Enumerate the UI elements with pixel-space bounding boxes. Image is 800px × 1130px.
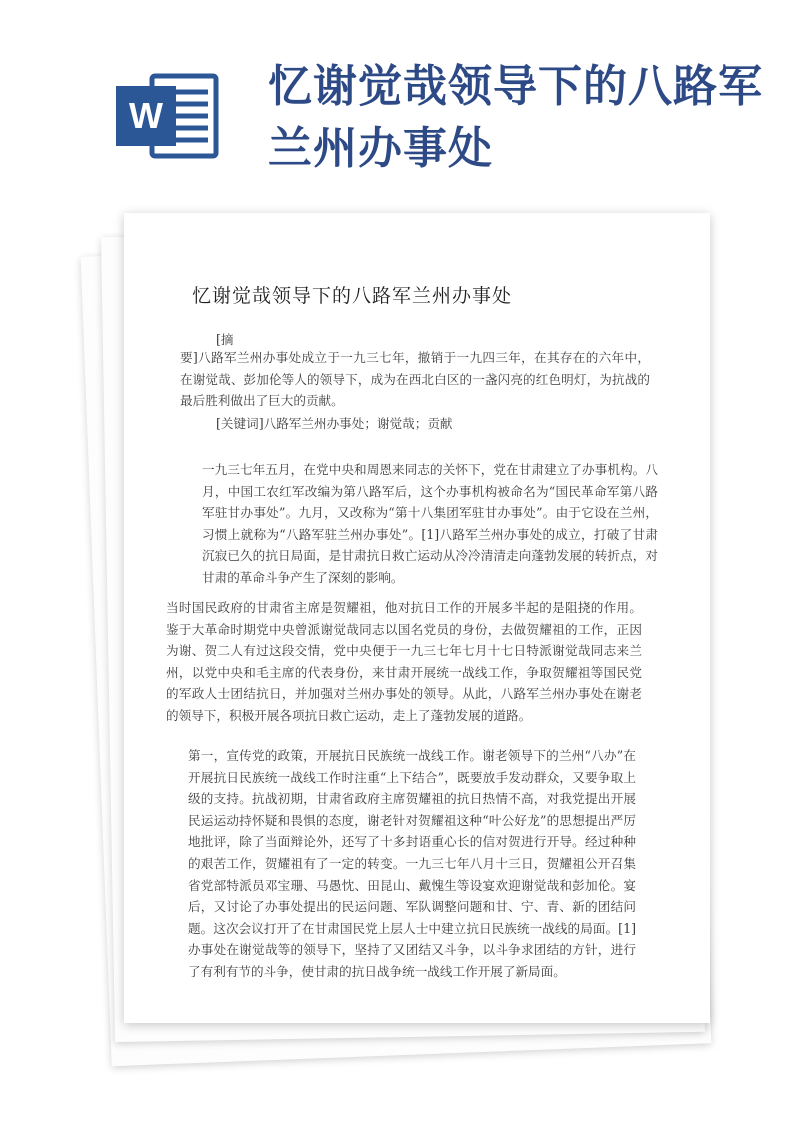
document-title: 忆谢觉哉领导下的八路军兰州办事处 <box>192 285 513 307</box>
body-paragraph: 第一，宣传党的政策，开展抗日民族统一战线工作。谢老领导下的兰州“八办”在开展抗日民族统一战线工作时注重“上下结合”，既要放手发动群众，又要争取上级的支持。抗战初期，甘肃省政府主席贺耀祖的抗日热情不高，对我党提出开展民运运动持怀疑和畏惧的态度，谢老针对贺耀祖这种“叶公好龙”的思想提出严厉地批评，除了当面辩论外，还写了十多封语重心长的信对贺进行开导。经过种种的艰苦工作，贺耀祖有了一定的转变。一九三七年八月十三日，贺耀祖公开召集省党部特派员邓宝珊、马愚忱、田昆山、戴愧生等设宴欢迎谢觉哉和彭加伦。宴后，又讨论了办事处提出的民运问题、军队调整问题和甘、宁、青、新的团结问题。这次会议打开了在甘肃国民党上层人士中建立抗日民族统一战线的局面。[1]办事处在谢觉哉等的领导下，坚持了又团结又斗争，以斗争求团结的方针，进行了有利有节的斗争，使甘肃的抗日战争统一战线工作开展了新局面。 <box>188 748 636 979</box>
svg-text:W: W <box>129 95 163 136</box>
abstract-text: 要]八路军兰州办事处成立于一九三七年，撤销于一九四三年，在其存在的六年中，在谢觉哉、彭加伦等人的领导下，成为在西北白区的一盏闪亮的红色明灯，为抗战的最后胜利做出了巨大的贡献。 <box>180 350 650 409</box>
abstract-head: [摘 <box>216 332 234 347</box>
body-paragraph: 当时国民政府的甘肃省主席是贺耀祖，他对抗日工作的开展多半起的是阻挠的作用。鉴于大革命时期党中央曾派谢觉哉同志以国名党员的身份，去做贺耀祖的工作，正因为谢、贺二人有过这段交情，党中央便于一九三七年七月十七日特派谢觉哉同志来兰州，以党中央和毛主席的代表身份，来甘肃开展统一战线工作，争取贺耀祖等国民党的军政人士团结抗日，并加强对兰州办事处的领导。从此，八路军兰州办事处在谢老的领导下，积极开展各项抗日救亡运动，走上了蓬勃发展的道路。 <box>166 600 642 723</box>
keywords: [关键词]八路军兰州办事处；谢觉哉；贡献 <box>216 416 453 431</box>
document-page <box>124 213 710 1023</box>
banner-title: 忆谢觉哉领导下的八路军兰州办事处 <box>268 61 763 174</box>
body-paragraph: 一九三七年五月，在党中央和周恩来同志的关怀下，党在甘肃建立了办事机构。八月，中国工农红军改编为第八路军后，这个办事机构被命名为“国民革命军第八路军驻甘办事处”。九月，又改称为“第十八集团军驻甘办事处”。由于它设在兰州，习惯上就称为“八路军驻兰州办事处”。[1]八路军兰州办事处的成立，打破了甘肃沉寂已久的抗日局面，是甘肃抗日救亡运动从冷冷清清走向蓬勃发展的转折点，对甘肃的革命斗争产生了深刻的影响。 <box>202 462 658 585</box>
word-document-icon <box>112 72 220 160</box>
